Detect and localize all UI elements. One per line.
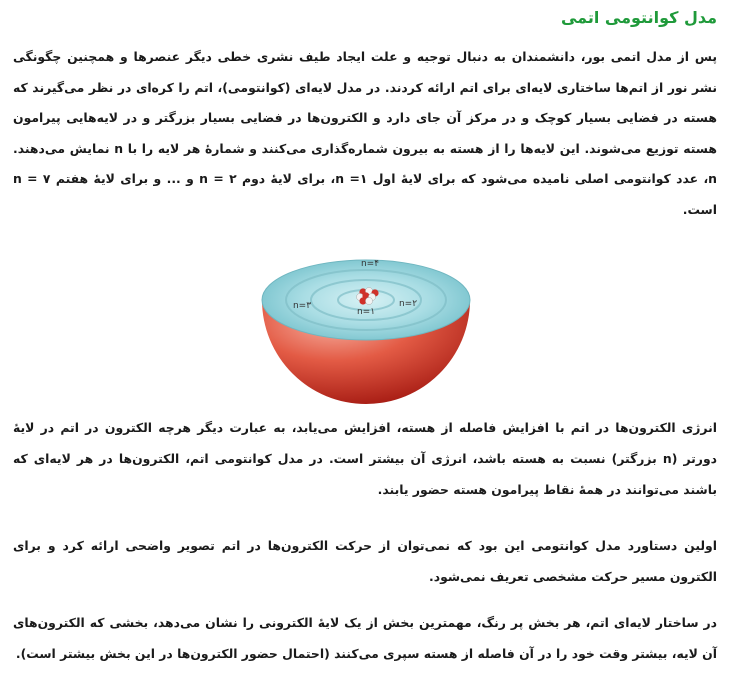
quantum-atom-figure xyxy=(258,254,474,406)
shell-label-n2: n=۲ xyxy=(398,299,418,309)
atom-hemisphere-diagram xyxy=(258,254,474,406)
paragraph-intro: پس از مدل اتمی بور، دانشمندان به دنبال توجیه و علت ایجاد طیف نشری خطی دیگر عنصرها و همچنین چگونگی نشر نور از اتم‌ها ساختاری لایه‌ای برای اتم ارائه کردند. در مدل لایه‌ای (کوانتومی)، اتم را کره‌ای در نظر می‌گیرند که هسته در فضایی بسیار کوچک و در مرکز آن جای دارد و الکترون‌ها در فضایی بسیار بزرگتر و در لایه‌هایی پیرامون هسته توزیع می‌شوند. این لایه‌ها را از هسته به بیرون شماره‌گذاری می‌کنند و شمارهٔ هر لایه را با n نمایش می‌دهند. n، عدد کوانتومی اصلی نامیده می‌شود که برای لایهٔ اول ۱= n، برای لایهٔ دوم ۲ = n و ... و برای لایهٔ هفتم ۷ = n است. xyxy=(13,49,717,217)
section-heading: مدل کوانتومی اتمی xyxy=(560,8,717,27)
paragraph-shell-structure: در ساختار لایه‌ای اتم، هر بخش پر رنگ، مهمترین بخش از یک لایهٔ الکترونی را نشان می‌دهد، بخشی که الکترون‌های آن لایه، بیشتر وقت خود را در آن فاصله از هسته سپری می‌کنند (احتمال حضور الکترون‌ها در این بخش بیشتر است). xyxy=(13,615,717,661)
shell-label-n1: n=۱ xyxy=(356,307,376,317)
shell-label-n3: n=۳ xyxy=(292,301,312,311)
shell-label-n4: n=۴ xyxy=(360,259,380,269)
paragraph-achievement: اولین دستاورد مدل کوانتومی این بود که نمی‌توان از حرکت الکترون‌ها در اتم تصویر واضحی ارائه کرد و برای الکترون مسیر حرکت مشخصی تعریف نمی‌شود. xyxy=(13,538,717,584)
paragraph-energy: انرژی الکترون‌ها در اتم با افزایش فاصله از هسته، افزایش می‌یابد، به عبارت دیگر هرچه الکترون در اتم در لایهٔ دورتر (n بزرگتر) نسبت به هسته باشد، انرژی آن بیشتر است. در مدل کوانتومی اتم، الکترون‌ها در هر لایه‌ای که باشند می‌توانند در همهٔ نقاط پیرامون هسته حضور یابند. xyxy=(13,420,718,497)
